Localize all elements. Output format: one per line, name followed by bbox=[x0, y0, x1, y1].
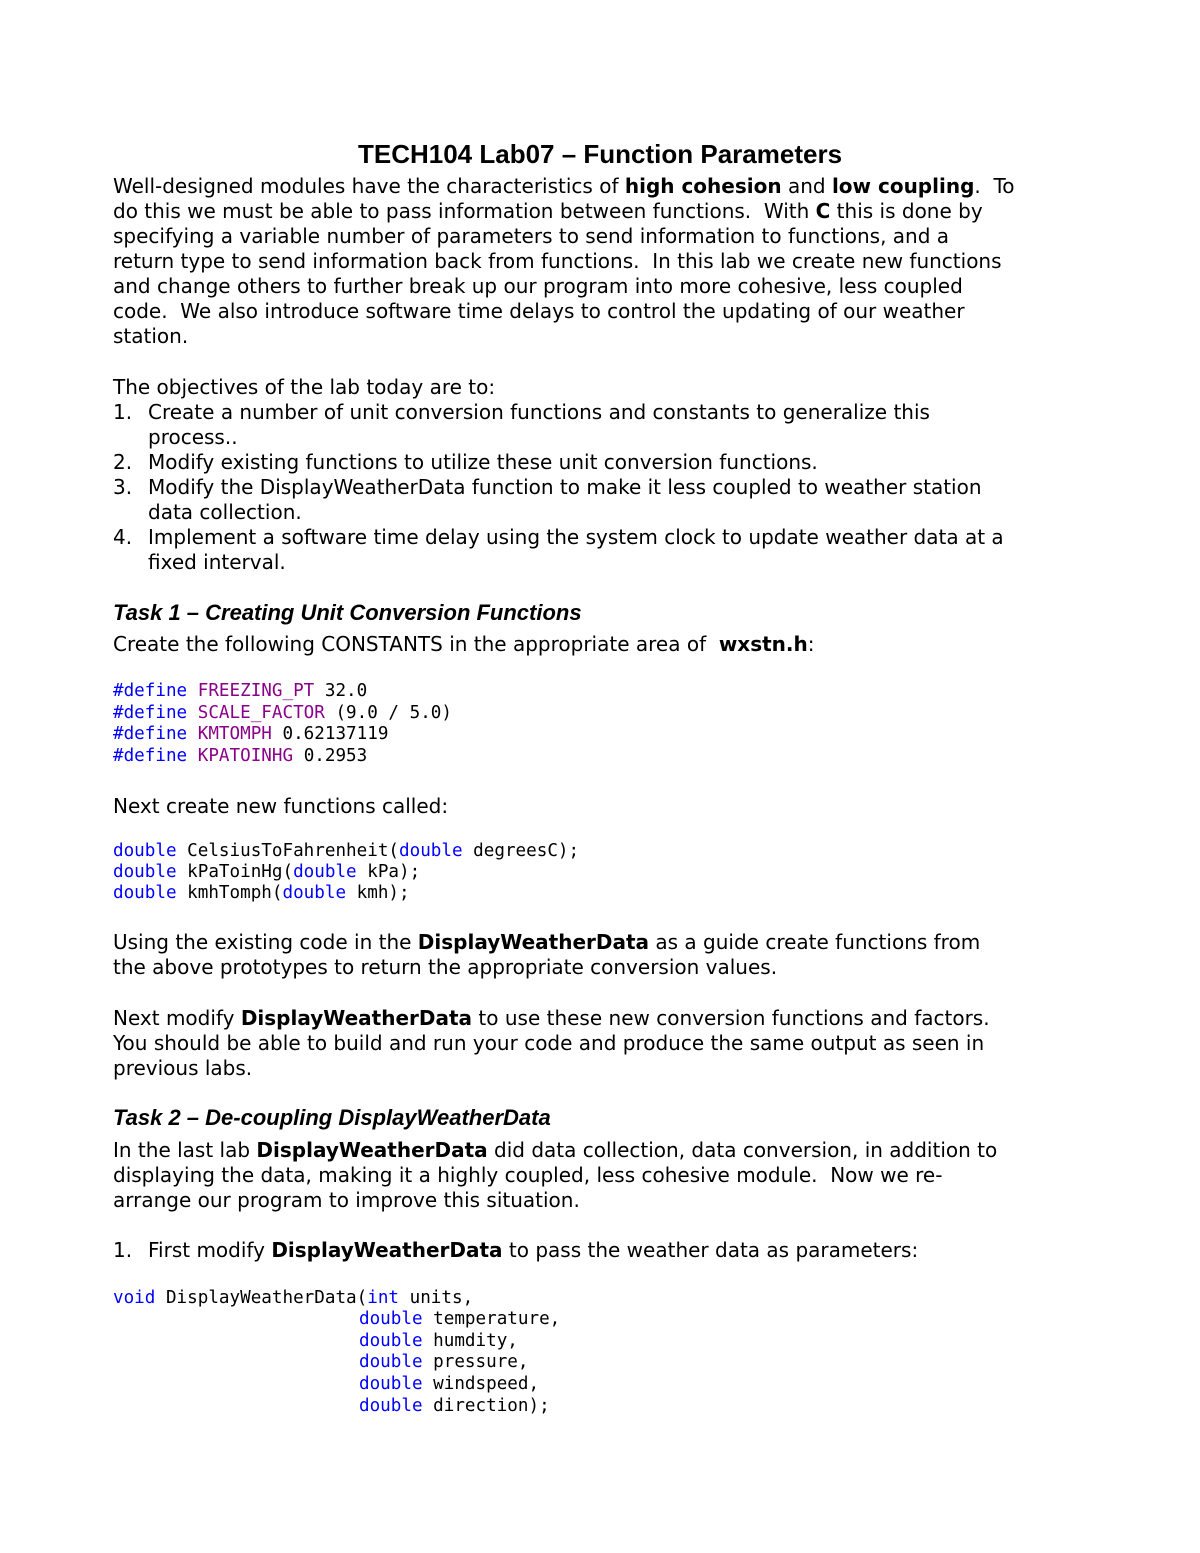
text: to use these new conversion functions and factors. bbox=[472, 1006, 990, 1030]
page-title: TECH104 Lab07 – Function Parameters bbox=[357, 139, 843, 169]
task2-para-1-line-3: arrange our program to improve this situation. bbox=[113, 1188, 580, 1212]
objective-4-line-2: fixed interval. bbox=[148, 550, 286, 574]
objective-number: 4. bbox=[113, 525, 133, 549]
task2-heading: Task 2 – De-coupling DisplayWeatherData bbox=[113, 1105, 551, 1130]
code-text: kPa); bbox=[356, 862, 421, 882]
code-text: CelsiusToFahrenheit( bbox=[176, 841, 400, 861]
parameter-line bbox=[359, 1396, 550, 1418]
parameter-line bbox=[359, 1352, 529, 1374]
intro-line-5: and change others to further break up our program into more cohesive, less coupled bbox=[113, 274, 963, 298]
macro-name: KPATOINHG bbox=[197, 746, 294, 766]
task2-para-1-line-1 bbox=[113, 1138, 997, 1163]
intro-line-1 bbox=[113, 174, 1015, 199]
task2-para-1-line-2: displaying the data, making it a highly coupled, less cohesive module. Now we re- bbox=[113, 1163, 943, 1187]
keyword: #define bbox=[113, 681, 188, 701]
parameter-line bbox=[359, 1331, 518, 1353]
code-text: kmh); bbox=[346, 883, 410, 903]
keyword: #define bbox=[113, 746, 188, 766]
macro-name: KMTOMPH bbox=[197, 724, 272, 744]
text: did data collection, data conversion, in addition to bbox=[487, 1138, 998, 1162]
task1-para-3-line-1 bbox=[113, 930, 980, 955]
task1-para-1 bbox=[113, 632, 815, 657]
intro-line-2 bbox=[113, 199, 983, 224]
define-line bbox=[113, 724, 388, 746]
keyword: #define bbox=[113, 703, 188, 723]
text: to pass the weather data as parameters: bbox=[502, 1238, 919, 1262]
objective-3-line-2: data collection. bbox=[148, 500, 302, 524]
type-keyword: double bbox=[359, 1396, 423, 1416]
code-text: units, bbox=[399, 1288, 474, 1308]
task1-para-4-line-1 bbox=[113, 1006, 990, 1031]
param-name: direction); bbox=[422, 1396, 550, 1416]
type-keyword: double bbox=[282, 883, 347, 903]
parameter-line bbox=[359, 1374, 539, 1396]
text: Using the existing code in the bbox=[113, 930, 418, 954]
param-name: humdity, bbox=[422, 1331, 518, 1351]
function-name: DisplayWeatherData bbox=[417, 930, 650, 954]
task2-step-1 bbox=[148, 1238, 918, 1263]
keyword: #define bbox=[113, 724, 188, 744]
define-line bbox=[113, 703, 452, 725]
bold-term-high-cohesion: high cohesion bbox=[624, 174, 782, 198]
macro-value: 0.62137119 bbox=[282, 724, 389, 744]
code-text: kPaToinHg( bbox=[176, 862, 294, 882]
signature-line bbox=[113, 1288, 473, 1310]
intro-line-7: station. bbox=[113, 324, 189, 348]
define-line bbox=[113, 746, 367, 768]
type-keyword: void bbox=[113, 1288, 156, 1308]
text: : bbox=[807, 632, 815, 656]
parameter-line bbox=[359, 1309, 560, 1331]
text: as a guide create functions from bbox=[649, 930, 981, 954]
task1-para-2: Next create new functions called: bbox=[113, 794, 449, 818]
text: Create the following CONSTANTS in the appropriate area of bbox=[113, 632, 719, 656]
type-keyword: double bbox=[113, 883, 177, 903]
task1-heading: Task 1 – Creating Unit Conversion Functions bbox=[113, 600, 582, 625]
type-keyword: double bbox=[113, 862, 177, 882]
text: Well-designed modules have the characteristics of bbox=[113, 174, 625, 198]
task1-para-4-line-3: previous labs. bbox=[113, 1056, 253, 1080]
objective-3-line-1: Modify the DisplayWeatherData function to make it less coupled to weather station bbox=[148, 475, 982, 499]
prototype-line bbox=[113, 841, 579, 863]
param-name: pressure, bbox=[422, 1352, 529, 1372]
step-number: 1. bbox=[113, 1238, 133, 1262]
objectives-lead: The objectives of the lab today are to: bbox=[113, 375, 496, 399]
function-name: DisplayWeatherData bbox=[256, 1138, 488, 1162]
code-text: kmhTomph( bbox=[176, 883, 283, 903]
code-text: DisplayWeatherData( bbox=[155, 1288, 368, 1308]
type-keyword: double bbox=[359, 1331, 423, 1351]
type-keyword: double bbox=[359, 1374, 423, 1394]
prototype-line bbox=[113, 862, 420, 884]
code-text: degreesC); bbox=[462, 841, 580, 861]
text: First modify bbox=[148, 1238, 272, 1262]
bold-term-c: C bbox=[815, 199, 831, 223]
macro-value: 0.2953 bbox=[303, 746, 368, 766]
define-line bbox=[113, 681, 367, 703]
param-name: temperature, bbox=[422, 1309, 561, 1329]
macro-value: 32.0 bbox=[324, 681, 368, 701]
param-name: windspeed, bbox=[422, 1374, 540, 1394]
type-keyword: double bbox=[359, 1309, 423, 1329]
macro-value: (9.0 / 5.0) bbox=[335, 703, 452, 723]
function-name: DisplayWeatherData bbox=[271, 1238, 503, 1262]
text: do this we must be able to pass information between functions. With bbox=[113, 199, 816, 223]
function-name: DisplayWeatherData bbox=[240, 1006, 473, 1030]
text: . To bbox=[974, 174, 1015, 198]
bold-term-low-coupling: low coupling bbox=[831, 174, 975, 198]
macro-name: FREEZING_PT bbox=[197, 681, 315, 701]
objective-4-line-1: Implement a software time delay using the system clock to update weather data at a bbox=[148, 525, 1004, 549]
text: Next modify bbox=[113, 1006, 241, 1030]
objective-number: 1. bbox=[113, 400, 133, 424]
type-keyword: double bbox=[293, 862, 357, 882]
text: In the last lab bbox=[113, 1138, 257, 1162]
filename-wxstn-h: wxstn.h bbox=[718, 632, 808, 656]
macro-name: SCALE_FACTOR bbox=[197, 703, 325, 723]
text: and bbox=[781, 174, 832, 198]
objective-number: 3. bbox=[113, 475, 133, 499]
type-keyword: double bbox=[359, 1352, 423, 1372]
type-keyword: int bbox=[367, 1288, 400, 1308]
intro-line-3: specifying a variable number of parameters to send information to functions, and a bbox=[113, 224, 950, 248]
objective-1-line-2: process.. bbox=[148, 425, 238, 449]
intro-line-4: return type to send information back from functions. In this lab we create new functions bbox=[113, 249, 1002, 273]
objective-1-line-1: Create a number of unit conversion functions and constants to generalize this bbox=[148, 400, 930, 424]
objective-2-line-1: Modify existing functions to utilize these unit conversion functions. bbox=[148, 450, 818, 474]
task1-para-3-line-2: the above prototypes to return the appropriate conversion values. bbox=[113, 955, 778, 979]
prototype-line bbox=[113, 883, 410, 905]
type-keyword: double bbox=[399, 841, 463, 861]
task1-para-4-line-2: You should be able to build and run your code and produce the same output as seen in bbox=[113, 1031, 985, 1055]
type-keyword: double bbox=[113, 841, 177, 861]
intro-line-6: code. We also introduce software time delays to control the updating of our weather bbox=[113, 299, 965, 323]
objective-number: 2. bbox=[113, 450, 133, 474]
text: this is done by bbox=[830, 199, 983, 223]
